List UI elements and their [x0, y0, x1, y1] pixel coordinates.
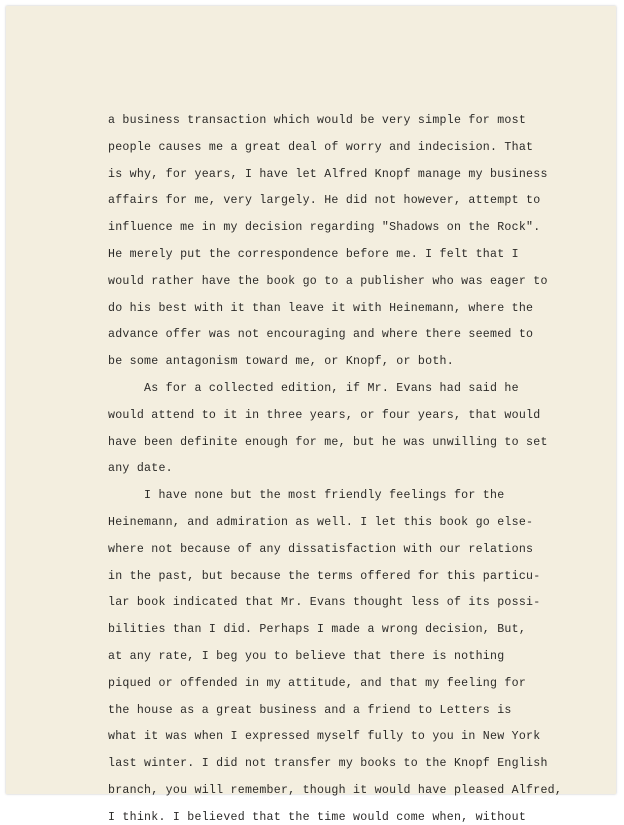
text-line: I think. I believed that the time would come when, without	[108, 810, 527, 824]
text-line: advance offer was not encouraging and where there seemed to	[108, 328, 534, 342]
text-line: He merely put the correspondence before me. I felt that I	[108, 248, 519, 261]
text-line: I have none but the most friendly feelings for the	[108, 489, 505, 503]
text-line: where not because of any dissatisfaction with our relations	[108, 542, 534, 556]
letter-page	[6, 6, 616, 824]
text-line: what it was when I expressed myself fully to you in New York	[108, 730, 541, 744]
text-line: in the past, but because the terms offered for this particu-	[108, 569, 541, 583]
text-line: any date.	[108, 462, 173, 476]
text-line: Heinemann, and admiration as well. I let this book go else-	[108, 516, 534, 529]
text-line: last winter. I did not transfer my books to the Knopf English	[108, 757, 548, 771]
letter-body	[6, 6, 616, 824]
text-line: As for a collected edition, if Mr. Evans had said he	[108, 382, 519, 395]
text-line: influence me in my decision regarding "Shadows on the Rock".	[108, 221, 541, 235]
text-line: affairs for me, very largely. He did not however, attempt to	[108, 194, 541, 208]
text-line: is why, for years, I have let Alfred Knopf manage my business	[108, 167, 548, 181]
text-line: would rather have the book go to a publisher who was eager to	[108, 274, 548, 288]
text-line: a business transaction which would be very simple for most	[108, 114, 527, 127]
text-line: do his best with it than leave it with Heinemann, where the	[108, 301, 534, 315]
text-line: at any rate, I beg you to believe that there is nothing	[108, 650, 505, 663]
text-line: the house as a great business and a friend to Letters is	[108, 703, 512, 717]
text-line: branch, you will remember, though it would have pleased Alfred,	[108, 784, 563, 797]
text-line: piqued or offended in my attitude, and that my feeling for	[108, 676, 527, 690]
text-line: be some antagonism toward me, or Knopf, or both.	[108, 355, 454, 369]
text-line: people causes me a great deal of worry and indecision. That	[108, 140, 534, 154]
text-line: have been definite enough for me, but he was unwilling to set	[108, 435, 548, 449]
text-line: bilities than I did. Perhaps I made a wrong decision, But,	[108, 623, 527, 637]
text-line: would attend to it in three years, or four years, that would	[108, 408, 541, 422]
text-line: lar book indicated that Mr. Evans thought less of its possi-	[108, 596, 541, 610]
